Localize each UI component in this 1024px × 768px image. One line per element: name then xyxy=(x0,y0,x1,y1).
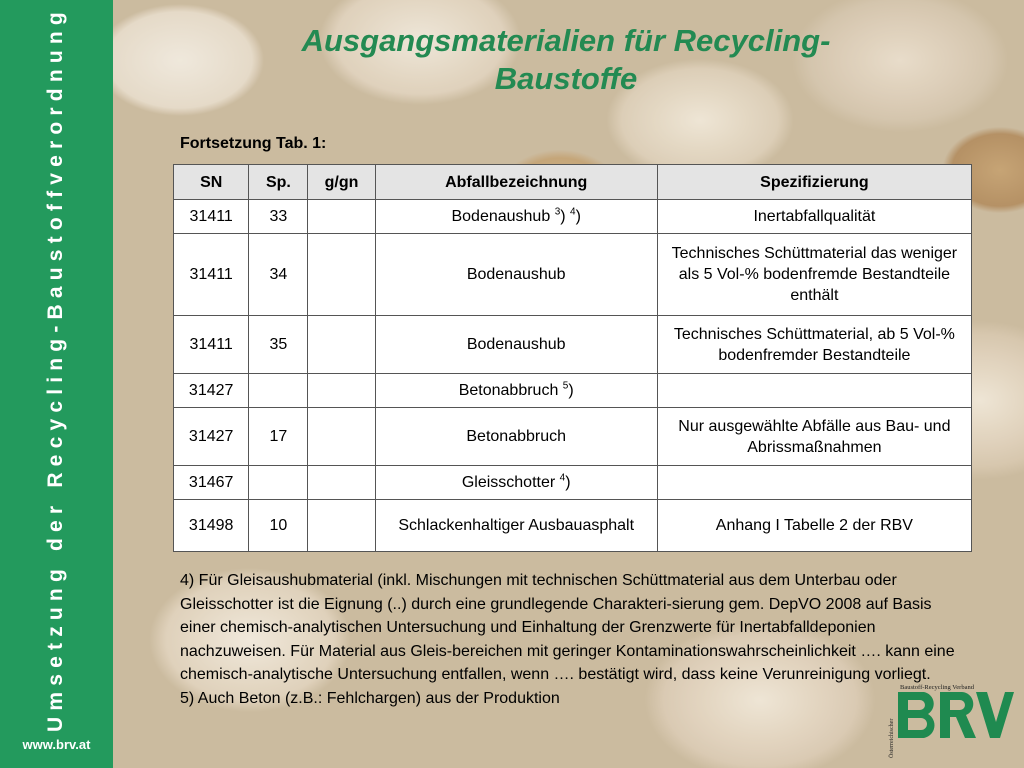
table-row xyxy=(174,200,972,234)
cell-sn: 31427 xyxy=(174,408,249,466)
cell-g-gn xyxy=(308,200,375,234)
cell-abfallbezeichnung: Bodenaushub xyxy=(375,234,657,316)
header-spezifizierung: Spezifizierung xyxy=(657,165,971,200)
cell-spezifizierung: Anhang I Tabelle 2 der RBV xyxy=(657,500,971,552)
header-sp: Sp. xyxy=(249,165,308,200)
cell-abfallbezeichnung: Gleisschotter $^4$) xyxy=(375,466,657,500)
footnote-4: 4) Für Gleisaushubmaterial (inkl. Mischungen mit technischen Schüttmaterial aus dem Unterbau oder Gleisschotter ist die Eignung (..) durch eine grundlegende Charakteri-sierung gem. DepVO 2008 auf Basis einer chemisch-analytischen Untersuchung und Einhaltung der Grenzwerte für Inertabfalldeponien nachzuweisen. Für Material aus Gleis-bereichen mit geringer Kontaminationswahrscheinlichkeit …. kann eine chemisch-analytische Untersuchung entfallen, wenn …. bestätigt wird, dass keine Verunreinigung vorliegt. xyxy=(180,572,955,683)
cell-abfallbezeichnung: Betonabbruch $^5$) xyxy=(375,374,657,408)
cell-sp: 33 xyxy=(249,200,308,234)
slide-title-line1: Ausgangsmaterialien für Recycling- xyxy=(301,23,831,58)
footnotes xyxy=(180,569,970,710)
footnote-ref: 3 xyxy=(554,206,561,218)
cell-sp: 35 xyxy=(249,316,308,374)
cell-sn: 31498 xyxy=(174,500,249,552)
table-caption: Fortsetzung Tab. 1: xyxy=(180,135,327,152)
footnote-5: 5) Auch Beton (z.B.: Fehlchargen) aus der Produktion xyxy=(180,689,560,707)
cell-sp xyxy=(249,374,308,408)
header-g-gn: g/gn xyxy=(308,165,375,200)
table-row xyxy=(174,408,972,466)
brv-logo xyxy=(884,680,1014,760)
cell-sp: 17 xyxy=(249,408,308,466)
slide-title xyxy=(200,22,932,98)
brv-logo-graphic xyxy=(884,680,1014,760)
sidebar xyxy=(0,0,113,768)
table-row xyxy=(174,316,972,374)
cell-g-gn xyxy=(308,316,375,374)
cell-sn: 31427 xyxy=(174,374,249,408)
logo-side-text: Österreichischer xyxy=(889,718,895,758)
cell-sn: 31411 xyxy=(174,316,249,374)
slide-title-line2: Baustoffe xyxy=(494,61,638,96)
cell-abfallbezeichnung: Schlackenhaltiger Ausbauasphalt xyxy=(375,500,657,552)
cell-g-gn xyxy=(308,234,375,316)
cell-sn: 31411 xyxy=(174,200,249,234)
cell-sn: 31411 xyxy=(174,234,249,316)
cell-sp: 10 xyxy=(249,500,308,552)
table-body xyxy=(174,200,972,552)
cell-spezifizierung: Nur ausgewählte Abfälle aus Bau- und Abrissmaßnahmen xyxy=(657,408,971,466)
website-url[interactable]: www.brv.at xyxy=(22,737,91,752)
header-sn: SN xyxy=(174,165,249,200)
cell-sp xyxy=(249,466,308,500)
cell-spezifizierung: Technisches Schüttmaterial, ab 5 Vol-% bodenfremder Bestandteile xyxy=(657,316,971,374)
footnote-ref: 4 xyxy=(559,472,566,484)
cell-sn: 31467 xyxy=(174,466,249,500)
cell-spezifizierung xyxy=(657,466,971,500)
header-abfallbezeichnung: Abfallbezeichnung xyxy=(375,165,657,200)
footnote-ref: 4 xyxy=(570,206,576,218)
cell-g-gn xyxy=(308,466,375,500)
cell-abfallbezeichnung: Bodenaushub $^3$) $^4$) xyxy=(375,200,657,234)
table-header-row xyxy=(174,165,972,200)
cell-spezifizierung: Technisches Schüttmaterial das weniger als 5 Vol-% bodenfremde Bestandteile enthält xyxy=(657,234,971,316)
table-row xyxy=(174,500,972,552)
cell-g-gn xyxy=(308,500,375,552)
cell-abfallbezeichnung: Bodenaushub xyxy=(375,316,657,374)
cell-spezifizierung xyxy=(657,374,971,408)
table-row xyxy=(174,234,972,316)
logo-top-text: Baustoff-Recycling Verband xyxy=(900,684,974,691)
cell-sp: 34 xyxy=(249,234,308,316)
sidebar-vertical-title: Umsetzung der Recycling-Baustoffverordnung xyxy=(44,6,67,732)
cell-abfallbezeichnung: Betonabbruch xyxy=(375,408,657,466)
table-row xyxy=(174,466,972,500)
materials-table xyxy=(173,164,972,552)
table-row xyxy=(174,374,972,408)
footnote-ref: 5 xyxy=(562,380,569,392)
cell-g-gn xyxy=(308,374,375,408)
cell-g-gn xyxy=(308,408,375,466)
cell-spezifizierung: Inertabfallqualität xyxy=(657,200,971,234)
